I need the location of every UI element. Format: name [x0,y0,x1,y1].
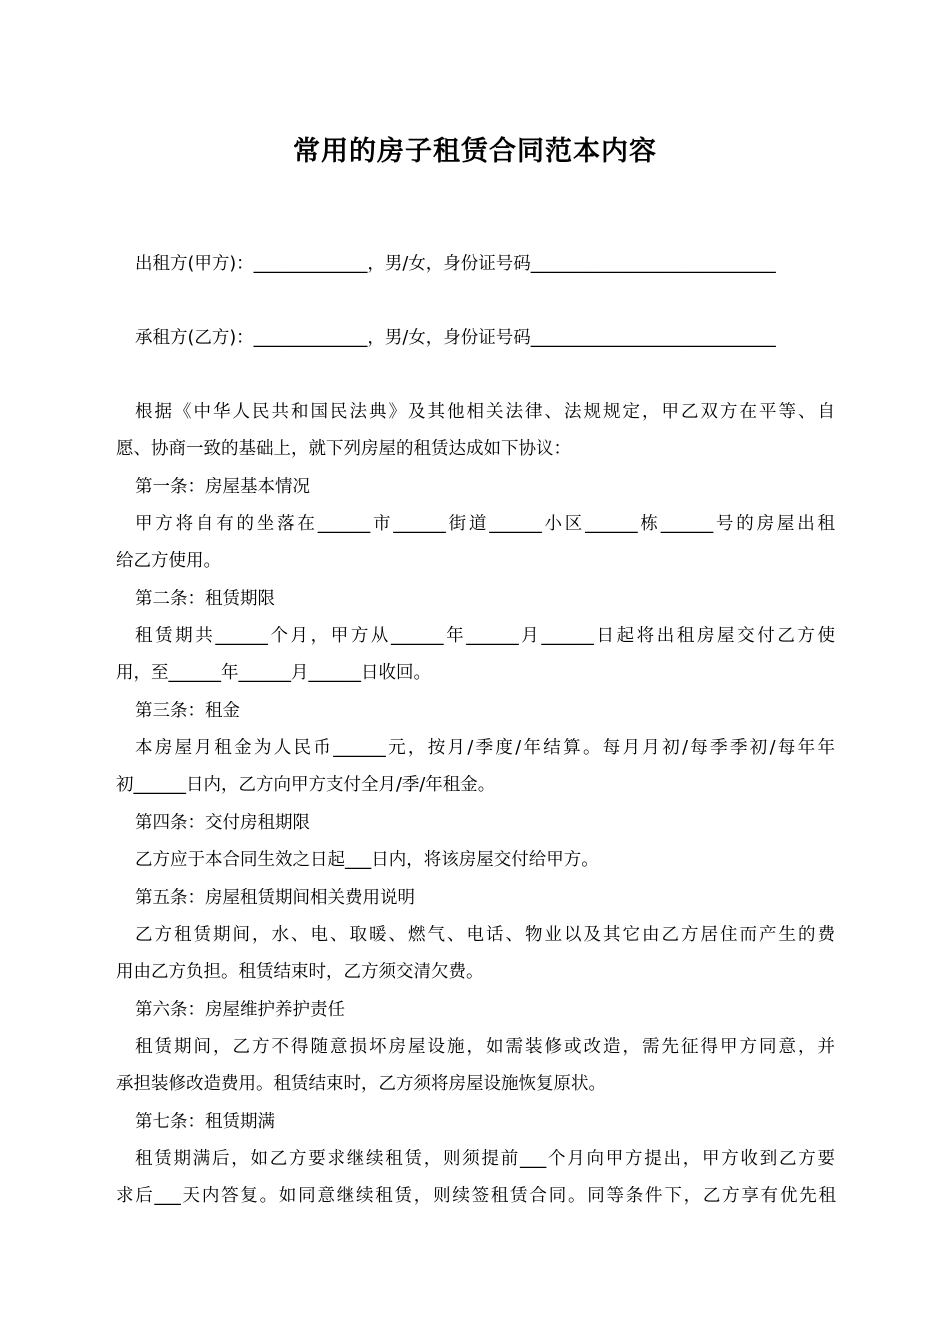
article-7-line-2: 求后___天内答复。如同意继续租赁，则续签租赁合同。同等条件下，乙方享有优先租 [116,1186,836,1206]
article-4-heading: 第四条：交付房租期限 [135,813,310,833]
document-title: 常用的房子租赁合同范本内容 [293,136,657,167]
article-1-line-1: 甲方将自有的坐落在______市______街道______小区______栋______号的房屋出租 [135,514,835,534]
article-2-heading: 第二条：租赁期限 [135,589,275,609]
article-6-line-1: 租赁期间，乙方不得随意损坏房屋设施，如需装修或改造，需先征得甲方同意，并 [135,1037,835,1057]
article-7-heading: 第七条：租赁期满 [135,1112,275,1132]
article-6-line-2: 承担装修改造费用。租赁结束时，乙方须将房屋设施恢复原状。 [116,1074,606,1094]
article-6-heading: 第六条：房屋维护养护责任 [135,1000,345,1020]
article-7-line-1: 租赁期满后，如乙方要求继续租赁，则须提前___个月向甲方提出，甲方收到乙方要 [135,1149,835,1169]
article-2-line-2: 用，至______年______月______日收回。 [116,663,431,683]
article-1-heading: 第一条：房屋基本情况 [135,477,310,497]
article-1-line-2: 给乙方使用。 [116,551,221,571]
article-2-line-1: 租赁期共______个月，甲方从______年______月______日起将出租房屋交付乙方使 [135,626,835,646]
article-5-heading: 第五条：房屋租赁期间相关费用说明 [135,888,415,908]
lessor-line: 出租方(甲方)：_____________，男/女，身份证号码____________________________ [135,254,776,274]
article-4-line-1: 乙方应于本合同生效之日起___日内，将该房屋交付给甲方。 [135,850,599,870]
article-3-line-1: 本房屋月租金为人民币______元，按月/季度/年结算。每月月初/每季季初/每年年 [135,738,835,758]
article-5-line-2: 用由乙方负担。租赁结束时，乙方须交清欠费。 [116,962,484,982]
article-3-heading: 第三条：租金 [135,701,240,721]
intro-line-2: 愿、协商一致的基础上，就下列房屋的租赁达成如下协议： [116,439,571,459]
article-5-line-1: 乙方租赁期间，水、电、取暖、燃气、电话、物业以及其它由乙方居住而产生的费 [135,925,835,945]
article-3-line-2: 初______日内，乙方向甲方支付全月/季/年租金。 [116,775,496,795]
intro-line-1: 根据《中华人民共和国民法典》及其他相关法律、法规规定，甲乙双方在平等、自 [135,402,835,422]
lessee-line: 承租方(乙方)：_____________，男/女，身份证号码____________________________ [135,328,776,348]
